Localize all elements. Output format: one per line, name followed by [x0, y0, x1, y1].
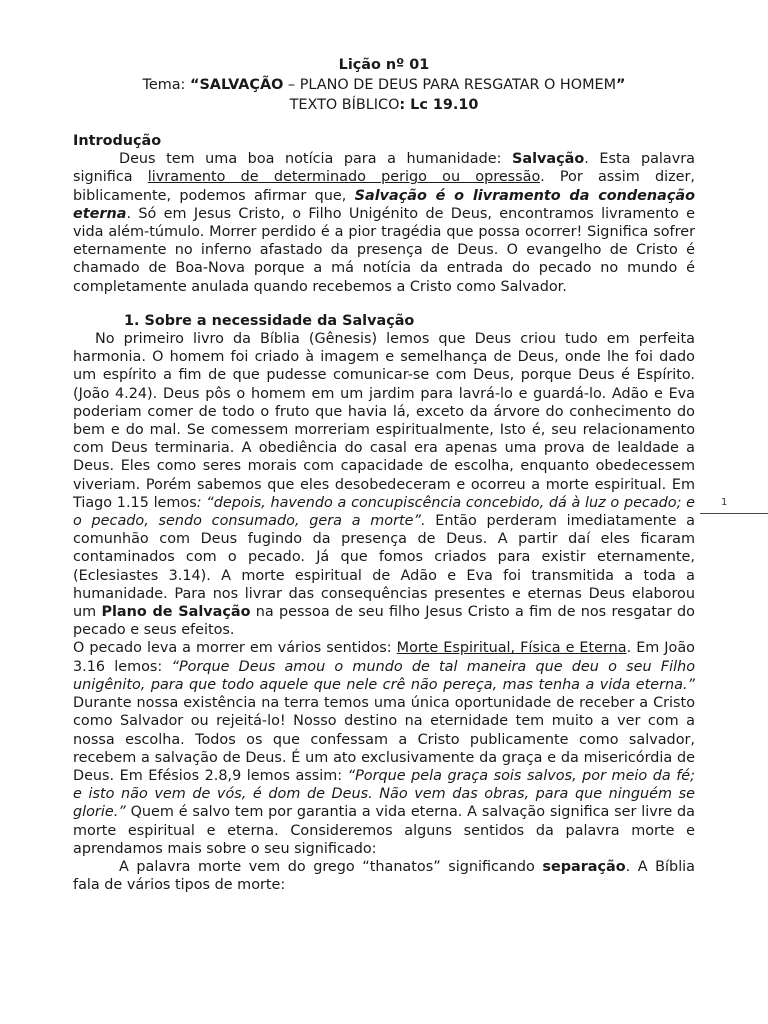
text-run: Quem é salvo tem por garantia a vida eterna. A salvação significa ser livre da morte espiritual e eterna. Consideremos alguns sentidos da palavra morte e aprendamos mais sobre o seu significado:	[73, 804, 695, 857]
document-body	[73, 55, 695, 894]
bible-text-label: TEXTO BÍBLICO	[289, 97, 400, 113]
bible-text-reference	[73, 95, 695, 115]
text-run-underline: Morte Espiritual, Física e Eterna	[396, 640, 627, 657]
text-run: . Esta palavra significa	[73, 151, 696, 186]
intro-heading: Introdução	[73, 133, 162, 149]
text-run-bold: Plano de Salvação	[101, 604, 251, 621]
theme-close-quote: ”	[616, 77, 626, 93]
intro-paragraph	[73, 150, 695, 296]
text-run: Durante nossa existência na terra temos uma única oportunidade de receber a Cristo como Salvador ou rejeitá-lo! Nosso destino na eternidade tem muito a ver com a nossa escolha. Todos os que confessam a Cristo publicamente como salvador, recebem a salvação de Deus. É um ato exclusivamente da graça e da misericórdia de Deus. Em Efésios 2.8,9 lemos assim:	[73, 695, 695, 784]
text-run: . Por assim dizer, biblicamente, podemos afirmar que,	[73, 169, 696, 204]
text-run-italic: “Porque pela graça sois salvos, por meio da fé; e isto não vem de vós, é dom de Deus. Não vem das obras, para que ninguém se glorie.”	[73, 767, 695, 821]
theme-bold: SALVAÇÃO	[199, 77, 284, 93]
section-1-heading: 1. Sobre a necessidade da Salvação	[124, 312, 415, 329]
text-run-italic: “Porque Deus amou o mundo de tal maneira que deu o seu Filho unigênito, para que todo aquele que nele crê não pereça, mas tenha a vida eterna.”	[73, 658, 696, 693]
text-run: . Em João 3.16 lemos:	[73, 640, 695, 675]
text-run: . Só em Jesus Cristo, o Filho Unigénito de Deus, encontramos livramento e vida além-túmulo. Morrer perdido é a pior tragédia que possa ocorrer! Significa sofrer eternamente no inferno afastado da presença de Deus. O evangelho de Cristo é chamado de Boa-Nova porque a má notícia da entrada do pecado no mundo é completamente anulada quando recebemos a Cristo como Salvador.	[73, 205, 695, 295]
text-run-underline: livramento de determinado perigo ou opressão	[147, 169, 541, 186]
theme-prefix: Tema:	[142, 77, 190, 93]
text-run: na pessoa de seu filho Jesus Cristo a fim de nos resgatar do pecado e seus efeitos.	[73, 604, 695, 639]
text-run-bold-italic: Salvação é o livramento da condenação eterna	[73, 187, 696, 222]
text-run: O pecado leva a morrer em vários sentidos:	[73, 640, 397, 657]
section-1-paragraph-1	[73, 330, 695, 639]
text-run: A palavra morte vem do grego “thanatos” significando	[119, 858, 543, 875]
page-number: 1	[721, 497, 728, 508]
lesson-theme	[73, 75, 695, 95]
theme-rest: – PLANO DE DEUS PARA RESGATAR O HOMEM	[283, 77, 617, 93]
page-number-rule	[700, 513, 768, 514]
lesson-title: Lição nº 01	[338, 57, 430, 73]
text-run: . A Bíblia fala de vários tipos de morte:	[73, 858, 696, 894]
text-run: Então perderam imediatamente a comunhão com Deus fugindo da presença de Deus. A partir daí eles ficaram contaminados com o pecado. Já que fomos criados para existir eternamente, (Eclesiastes 3.14). A morte espiritual de Adão e Eva foi transmitida a toda a humanidade. Para nos livrar das consequências presentes e eternas Deus elaborou um	[73, 513, 695, 621]
page-number-marker	[700, 497, 768, 517]
bible-text-ref: : Lc 19.10	[399, 97, 479, 113]
section-1-paragraph-2	[73, 639, 695, 857]
section-1-paragraph-3	[73, 858, 695, 894]
text-run: Deus tem uma boa notícia para a humanidade:	[119, 151, 513, 168]
text-run-italic: : “depois, havendo a concupiscência concebido, dá à luz o pecado; e o pecado, sendo consumado, gera a morte”.	[73, 494, 696, 530]
text-run: No primeiro livro da Bíblia (Gênesis) lemos que Deus criou tudo em perfeita harmonia. O homem foi criado à imagem e semelhança de Deus, onde lhe foi dado um espírito a fim de que pudesse comunicar-se com Deus, porque Deus é Espírito. (João 4.24). Deus pôs o homem em um jardim para lavrá-lo e guardá-lo. Adão e Eva poderiam comer de todo o fruto que havia lá, exceto da árvore do conhecimento do bem e do mal. Se comessem morreriam espiritualmente, Isto é, seu relacionamento com Deus terminaria. A obediência do casal era apenas uma prova de lealdade a Deus. Eles como seres morais com capacidade de escolha, enquanto obedecessem viveriam. Porém sabemos que eles desobedeceram e ocorreu a morte espiritual. Em Tiago 1.15 lemos	[73, 331, 695, 511]
text-run-bold: Salvação	[512, 151, 585, 168]
theme-open-quote: “	[189, 77, 200, 93]
text-run-bold: separação	[542, 858, 626, 875]
